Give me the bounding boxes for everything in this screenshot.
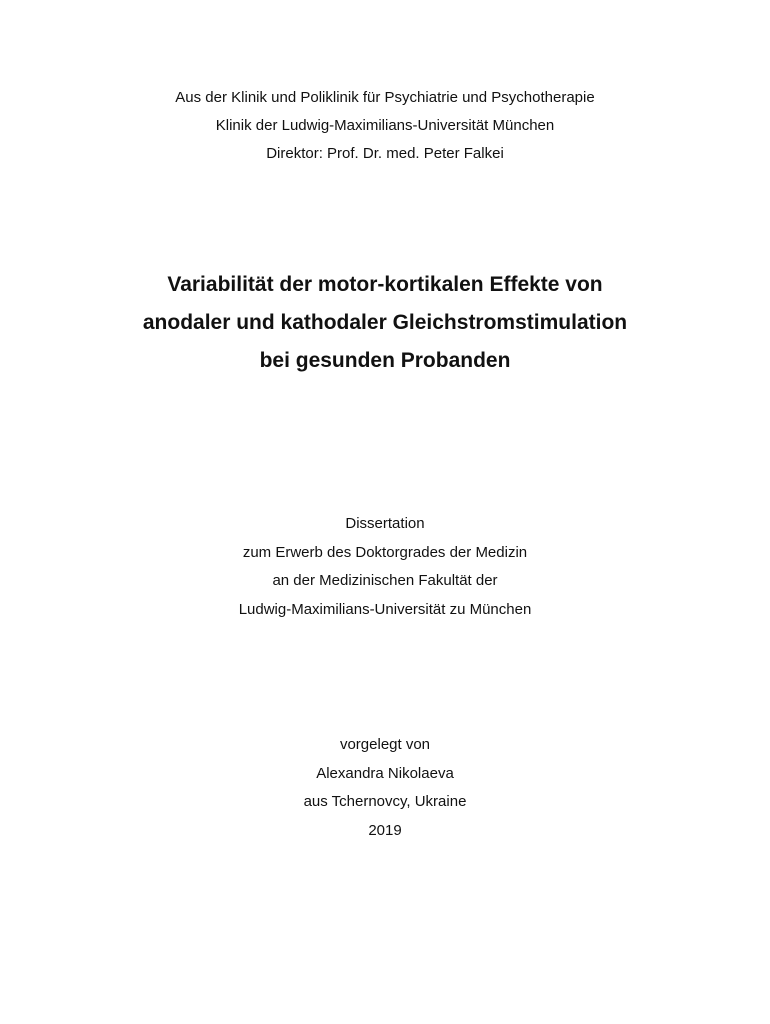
faculty-line: an der Medizinischen Fakultät der xyxy=(272,572,498,589)
dissertation-statement xyxy=(0,510,770,624)
university-line: Ludwig-Maximilians-Universität zu München xyxy=(238,600,532,618)
title-line-2: anodaler und kathodaler Gleichstromstimulation xyxy=(142,311,628,334)
thesis-title xyxy=(0,266,770,380)
dissertation-label: Dissertation xyxy=(345,515,425,532)
author-origin: aus Tchernovcy, Ukraine xyxy=(303,793,467,810)
clinic-name: Aus der Klinik und Poliklinik für Psychiatrie und Psychotherapie xyxy=(175,89,595,106)
author-name: Alexandra Nikolaeva xyxy=(316,764,454,782)
submitted-by-label: vorgelegt von xyxy=(339,736,431,753)
degree-purpose: zum Erwerb des Doktorgrades der Medizin xyxy=(242,543,528,561)
university-clinic: Klinik der Ludwig-Maximilians-Universität München xyxy=(215,117,555,134)
institution-header xyxy=(0,84,770,168)
title-line-1: Variabilität der motor-kortikalen Effekte von xyxy=(167,273,603,296)
author-block xyxy=(0,731,770,845)
director-line: Direktor: Prof. Dr. med. Peter Falkei xyxy=(266,145,504,162)
submission-year: 2019 xyxy=(368,821,402,839)
title-line-3: bei gesunden Probanden xyxy=(259,349,511,372)
